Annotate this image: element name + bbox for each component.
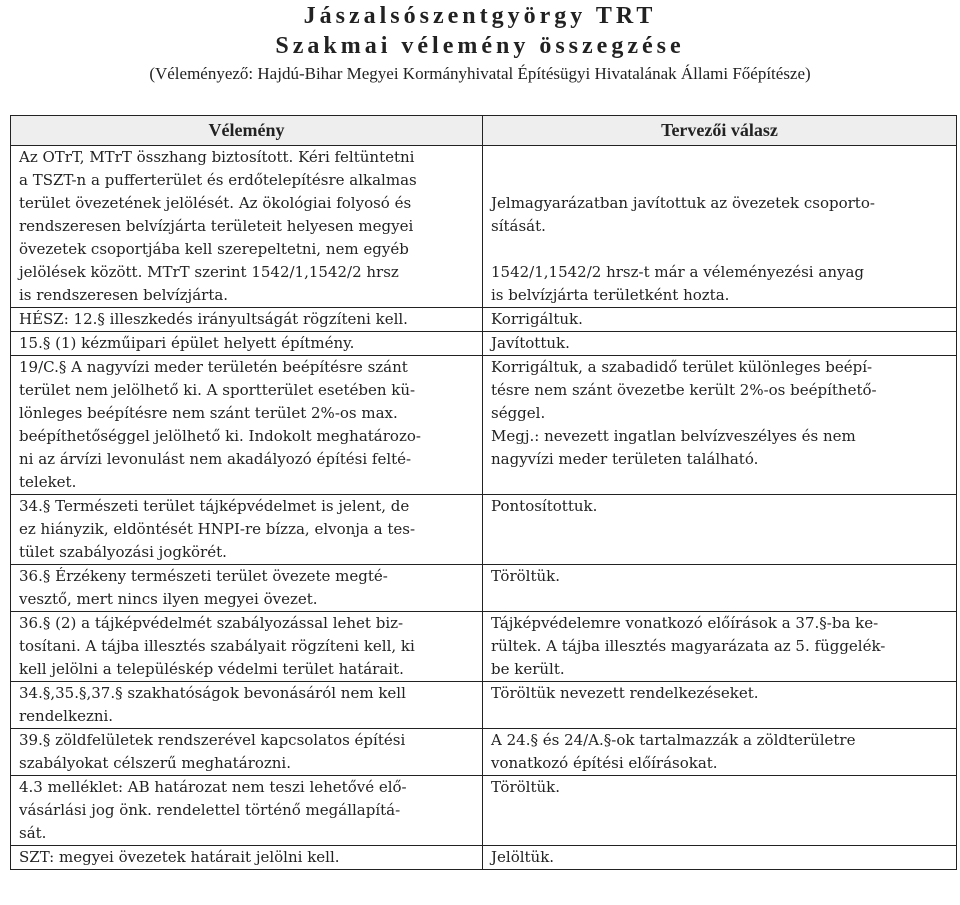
column-header-opinion: Vélemény (11, 116, 483, 146)
text-line: Javítottuk. (491, 334, 570, 352)
text-line: rendszeresen belvízjárta területeit helyesen megyei (19, 217, 414, 235)
blank-line (491, 705, 948, 728)
text-line: 1542/1,1542/2 hrsz-t már a véleményezési anyag (491, 263, 864, 281)
opinion-cell (11, 495, 483, 565)
table-row (11, 495, 957, 565)
text-line: 4.3 melléklet: AB határozat nem teszi lehetővé elő- (19, 778, 407, 796)
text-line: Korrigáltuk. (491, 310, 583, 328)
text-line: tület szabályozási jogkörét. (19, 543, 227, 561)
text-line: nagyvízi meder területen található. (491, 450, 759, 468)
blank-line (491, 146, 948, 169)
opinion-cell (11, 612, 483, 682)
opinion-cell (11, 776, 483, 846)
text-line: 15.§ (1) kézműipari épület helyett építmény. (19, 334, 355, 352)
text-line: 39.§ zöldfelületek rendszerével kapcsolatos építési (19, 731, 406, 749)
table-header-row (11, 116, 957, 146)
table-row (11, 332, 957, 356)
blank-line (491, 541, 948, 564)
blank-line (491, 822, 948, 845)
table-row (11, 565, 957, 612)
text-line: rültek. A tájba illesztés magyarázata az 5. függelék- (491, 637, 886, 655)
text-line: ni az árvízi levonulást nem akadályozó építési felté- (19, 450, 412, 468)
text-line: rendelkezni. (19, 707, 114, 725)
text-line: ez hiányzik, eldöntését HNPI-re bízza, elvonja a tes- (19, 520, 416, 538)
text-line: Jelöltük. (491, 848, 555, 866)
text-line: beépíthetőséggel jelölhető ki. Indokolt meghatározo- (19, 427, 421, 445)
column-header-response: Tervezői válasz (483, 116, 957, 146)
table-row (11, 729, 957, 776)
text-line: tosítani. A tájba illesztés szabályait rögzíteni kell, ki (19, 637, 415, 655)
text-line: lönleges beépítésre nem szánt terület 2%-os max. (19, 404, 398, 422)
blank-line (491, 238, 948, 261)
blank-line (491, 588, 948, 611)
text-line: övezetek csoportjába kell szerepeltetni, nem egyéb (19, 240, 409, 258)
opinion-cell (11, 332, 483, 356)
response-cell (483, 146, 957, 308)
table-row (11, 308, 957, 332)
response-cell (483, 308, 957, 332)
opinion-cell (11, 146, 483, 308)
response-cell (483, 776, 957, 846)
text-line: vesztő, mert nincs ilyen megyei övezet. (19, 590, 318, 608)
table-row (11, 846, 957, 870)
opinion-cell (11, 729, 483, 776)
table-row (11, 612, 957, 682)
text-line: Korrigáltuk, a szabadidő terület különleges beépí- (491, 358, 873, 376)
document-subtitle: Szakmai vélemény összegzése (275, 33, 685, 59)
text-line: terület övezetének jelölését. Az ökológiai folyosó és (19, 194, 412, 212)
blank-line (491, 169, 948, 192)
opinion-cell (11, 846, 483, 870)
opinion-cell (11, 356, 483, 495)
text-line: a TSZT-n a pufferterület és erdőtelepítésre alkalmas (19, 171, 417, 189)
text-line: kell jelölni a településkép védelmi terület határait. (19, 660, 404, 678)
text-line: 34.§,35.§,37.§ szakhatóságok bevonásáról nem kell (19, 684, 406, 702)
response-cell (483, 846, 957, 870)
text-line: Jelmagyarázatban javítottuk az övezetek csoporto- (491, 194, 875, 212)
text-line: 34.§ Természeti terület tájképvédelmet is jelent, de (19, 497, 410, 515)
text-line: be került. (491, 660, 565, 678)
table-row (11, 776, 957, 846)
text-line: is rendszeresen belvízjárta. (19, 286, 229, 304)
response-cell (483, 612, 957, 682)
text-line: sát. (19, 824, 47, 842)
text-line: jelölések között. MTrT szerint 1542/1,1542/2 hrsz (19, 263, 399, 281)
text-line: Pontosítottuk. (491, 497, 598, 515)
table-row (11, 146, 957, 308)
text-line: Töröltük. (491, 778, 561, 796)
reviewer-note: (Véleményező: Hajdú-Bihar Megyei Kormányhivatal Építésügyi Hivatalának Állami Főépítésze) (149, 64, 811, 83)
opinion-cell (11, 308, 483, 332)
response-cell (483, 682, 957, 729)
text-line: tésre nem szánt övezetbe került 2%-os beépíthető- (491, 381, 877, 399)
blank-line (491, 518, 948, 541)
opinion-response-table (10, 115, 957, 870)
response-cell (483, 565, 957, 612)
response-cell (483, 356, 957, 495)
text-line: terület nem jelölhető ki. A sportterület esetében kü- (19, 381, 416, 399)
text-line: vonatkozó építési előírásokat. (491, 754, 718, 772)
document-title: Jászalsószentgyörgy TRT (303, 3, 657, 29)
opinion-cell (11, 682, 483, 729)
text-line: 36.§ (2) a tájképvédelmét szabályozással lehet biz- (19, 614, 404, 632)
text-line: Töröltük nevezett rendelkezéseket. (491, 684, 759, 702)
blank-line (491, 799, 948, 822)
text-line: Megj.: nevezett ingatlan belvízveszélyes és nem (491, 427, 856, 445)
text-line: Tájképvédelemre vonatkozó előírások a 37.§-ba ke- (491, 614, 879, 632)
text-line: 19/C.§ A nagyvízi meder területén beépítésre szánt (19, 358, 408, 376)
text-line: is belvízjárta területként hozta. (491, 286, 730, 304)
text-line: sítását. (491, 217, 546, 235)
opinion-cell (11, 565, 483, 612)
table-body (11, 146, 957, 870)
blank-line (491, 471, 948, 494)
response-cell (483, 332, 957, 356)
text-line: Töröltük. (491, 567, 561, 585)
response-cell (483, 729, 957, 776)
text-line: SZT: megyei övezetek határait jelölni kell. (19, 848, 340, 866)
text-line: A 24.§ és 24/A.§-ok tartalmazzák a zöldterületre (491, 731, 856, 749)
text-line: 36.§ Érzékeny természeti terület övezete megté- (19, 567, 388, 585)
text-line: séggel. (491, 404, 546, 422)
text-line: Az OTrT, MTrT összhang biztosított. Kéri feltüntetni (19, 148, 415, 166)
text-line: teleket. (19, 473, 77, 491)
response-cell (483, 495, 957, 565)
table-row (11, 682, 957, 729)
text-line: HÉSZ: 12.§ illeszkedés irányultságát rögzíteni kell. (19, 310, 408, 328)
text-line: szabályokat célszerű meghatározni. (19, 754, 291, 772)
text-line: vásárlási jog önk. rendelettel történő megállapítá- (19, 801, 401, 819)
table-row (11, 356, 957, 495)
